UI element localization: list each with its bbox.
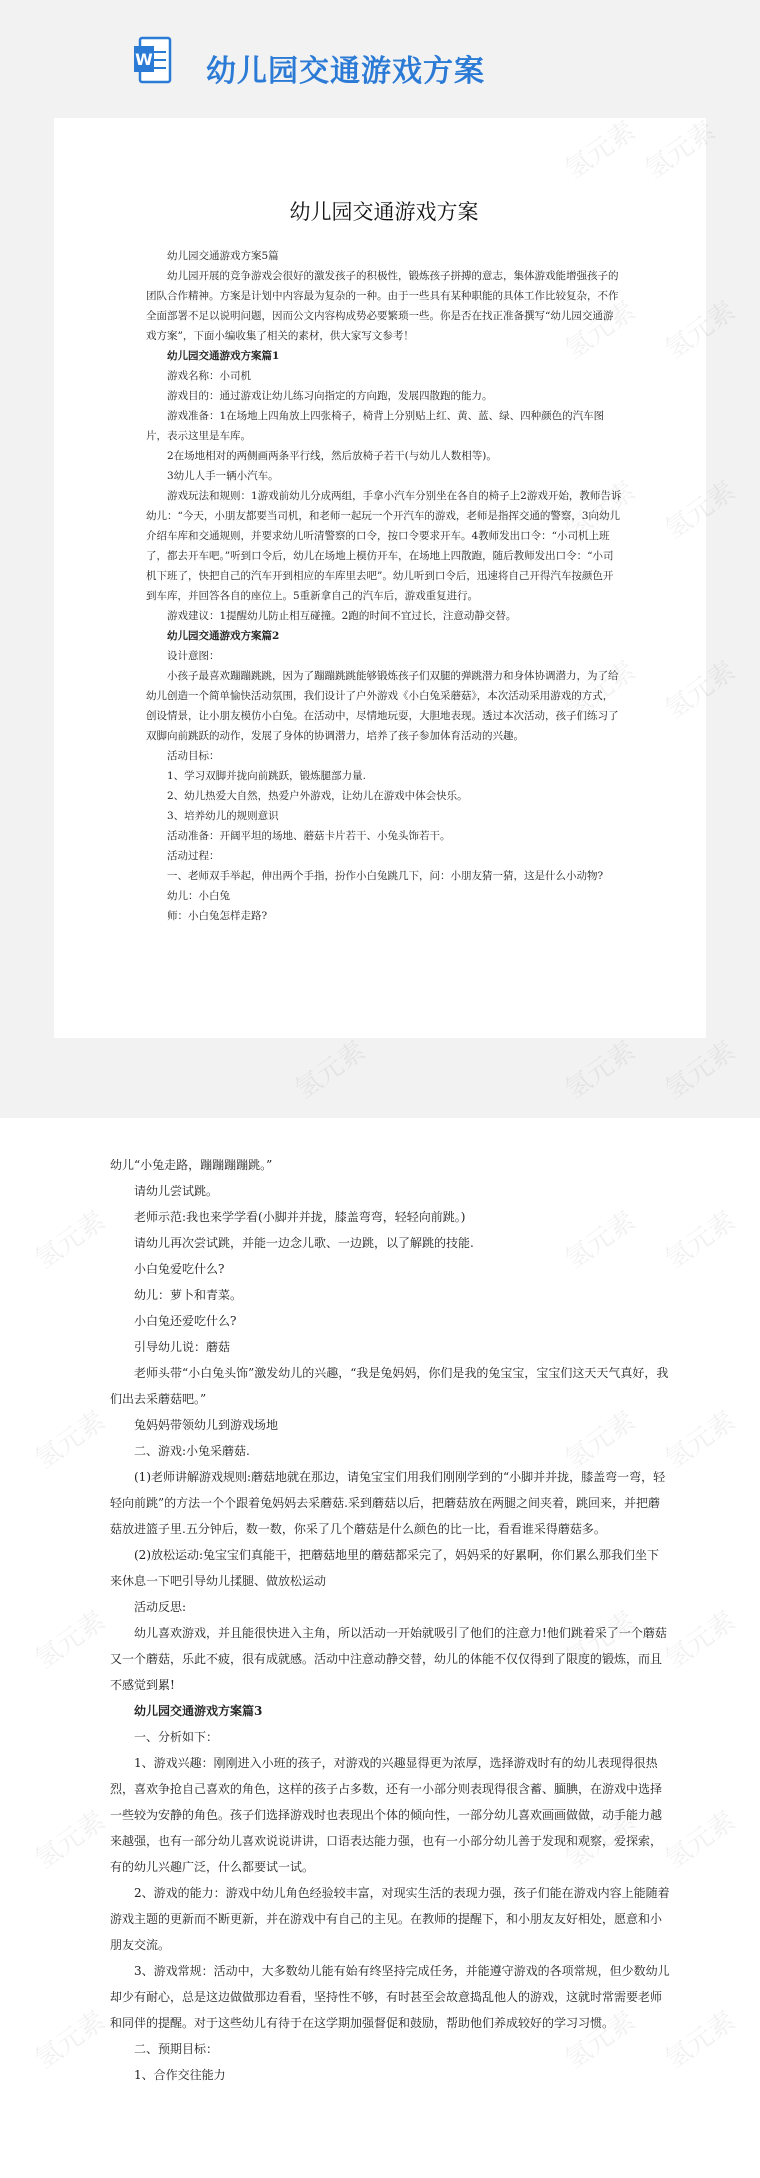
paragraph: 游戏准备：1在场地上四角放上四张椅子，椅背上分别贴上红、黄、蓝、绿、四种颜色的汽车图片，表示这里是车库。 [146, 410, 605, 442]
paragraph: 一、老师双手举起，伸出两个手指，扮作小白兔跳几下，问：小朋友猜一猜，这是什么小动物? [167, 870, 604, 882]
page-header [0, 0, 760, 118]
paragraph: 小白兔爱吃什么? [134, 1262, 225, 1276]
paragraph: 设计意图： [167, 650, 220, 662]
paragraph: 幼儿园开展的竞争游戏会很好的激发孩子的积极性，锻炼孩子拼搏的意志，集体游戏能增强孩子的团队合作精神。方案是计划中内容最为复杂的一种。由于一些具有某种职能的具体工作比较复杂，不作全面部署不足以说明问题，因而公文内容构成势必要繁琐一些。你是否在找正准备撰写“幼儿园交通游戏方案”，下面小编收集了相关的素材，供大家写文参考！ [146, 270, 619, 342]
paragraph: 幼儿：小白兔 [167, 890, 230, 902]
paragraph: 一、分析如下： [134, 1730, 219, 1744]
paragraph: 活动反思: [134, 1600, 187, 1614]
paragraph: 活动过程： [167, 850, 220, 862]
paragraph: 游戏建议：1提醒幼儿防止相互碰撞。2跑的时间不宜过长，注意动静交替。 [167, 610, 517, 622]
paragraph: 1、合作交往能力 [134, 2068, 226, 2082]
paragraph: 小孩子最喜欢蹦蹦跳跳，因为了蹦蹦跳跳能够锻炼孩子们双腿的弹跳潜力和身体协调潜力，为了给幼儿创造一个简单愉快活动氛围，我们设计了户外游戏《小白兔采蘑菇》，本次活动采用游戏的方式，创设情景，让小朋友模仿小白兔。在活动中，尽情地玩耍，大胆地表现。透过本次活动，孩子们练习了双脚向前跳跃的动作，发展了身体的协调潜力，培养了孩子参加体育活动的兴趣。 [146, 670, 619, 742]
page-gap [0, 1038, 760, 1118]
paragraph: 兔妈妈带领幼儿到游戏场地 [134, 1418, 279, 1432]
document-title: 幼儿园交通游戏方案 [289, 200, 479, 224]
page2-body [110, 1152, 670, 2088]
paragraph: 2在场地相对的两侧画两条平行线，然后放椅子若干(与幼儿人数相等)。 [167, 450, 497, 462]
paragraph: 幼儿园交通游戏方案5篇 [167, 250, 279, 262]
paragraph: 请幼儿尝试跳。 [134, 1184, 219, 1198]
paragraph: 幼儿园交通游戏方案篇1 [167, 350, 280, 362]
paragraph: 老师头带“小白兔头饰”激发幼儿的兴趣，“我是兔妈妈，你们是我的兔宝宝，宝宝们这天天气真好，我们出去采蘑菇吧。” [110, 1366, 669, 1406]
paragraph: 二、预期目标： [134, 2042, 219, 2056]
paragraph: 1、游戏兴趣：刚刚进入小班的孩子，对游戏的兴趣显得更为浓厚，选择游戏时有的幼儿表现得很热烈，喜欢争抢自己喜欢的角色，这样的孩子占多数，还有一小部分则表现得很含蓄、腼腆，在游戏中选择一些较为安静的角色。孩子们选择游戏时也表现出个体的倾向性，一部分幼儿喜欢画画做做，动手能力越来越强，也有一部分幼儿喜欢说说讲讲，口语表达能力强，也有一小部分幼儿善于发现和观察，爱探索，有的幼儿兴趣广泛，什么都要试一试。 [110, 1756, 663, 1874]
paragraph: 幼儿园交通游戏方案篇2 [167, 630, 280, 642]
document-page-1 [54, 118, 706, 1038]
paragraph: 幼儿园交通游戏方案篇3 [134, 1704, 263, 1718]
paragraph: (2)放松运动:兔宝宝们真能干，把蘑菇地里的蘑菇都采完了，妈妈采的好累啊，你们累么那我们坐下来休息一下吧引导幼儿揉腿、做放松运动 [110, 1548, 660, 1588]
paragraph: 2、游戏的能力：游戏中幼儿角色经验较丰富，对现实生活的表现力强，孩子们能在游戏内容上能随着游戏主题的更新而不断更新，并在游戏中有自己的主见。在教师的提醒下，和小朋友友好相处，愿意和小朋友交流。 [110, 1886, 670, 1952]
paragraph: 师：小白兔怎样走路? [167, 910, 268, 922]
paragraph: 游戏名称：小司机 [167, 370, 251, 382]
paragraph: 游戏目的：通过游戏让幼儿练习向指定的方向跑，发展四散跑的能力。 [167, 390, 493, 402]
paragraph: 活动准备：开阔平坦的场地、蘑菇卡片若干、小兔头饰若干。 [167, 830, 451, 842]
page1-body [146, 246, 622, 926]
paragraph: 小白兔还爱吃什么? [134, 1314, 237, 1328]
paragraph: 幼儿：萝卜和青菜。 [134, 1288, 243, 1302]
paragraph: 幼儿喜欢游戏，并且能很快进入主角，所以活动一开始就吸引了他们的注意力!他们跳着采了一个蘑菇又一个蘑菇，乐此不疲，很有成就感。活动中注意动静交替，幼儿的体能不仅仅得到了限度的锻炼，而且不感觉到累! [110, 1626, 667, 1692]
paragraph: 请幼儿再次尝试跳，并能一边念儿歌、一边跳，以了解跳的技能. [134, 1236, 474, 1250]
paragraph: 二、游戏:小兔采蘑菇. [134, 1444, 250, 1458]
paragraph: 3幼儿人手一辆小汽车。 [167, 470, 279, 482]
paragraph: 游戏玩法和规则：1游戏前幼儿分成两组，手拿小汽车分别坐在各自的椅子上2游戏开始，教师告诉幼儿：“今天，小朋友都要当司机，和老师一起玩一个开汽车的游戏，老师是指挥交通的警察，3向幼儿介绍车库和交通规则，并要求幼儿听清警察的口令，按口令要求开车。4教师发出口令：“小司机上班了，都去开车吧。”听到口令后，幼儿在场地上模仿开车，在场地上四散跑，随后教师发出口令：“小司机下班了，快把自己的汽车开到相应的车库里去吧”。幼儿听到口令后，迅速将自己开得汽车按颜色开到车库，并回答各自的座位上。5重新拿自己的汽车后，游戏重复进行。 [146, 490, 622, 602]
paragraph: (1)老师讲解游戏规则:蘑菇地就在那边，请兔宝宝们用我们刚刚学到的“小脚并并拢，膝盖弯一弯，轻轻向前跳”的方法一个个跟着兔妈妈去采蘑菇.采到蘑菇以后，把蘑菇放在两腿之间夹着，跳回来，并把蘑菇放进篮子里.五分钟后，数一数，你采了几个蘑菇是什么颜色的比一比，看看谁采得蘑菇多。 [110, 1470, 666, 1536]
document-page-2 [0, 1118, 760, 2178]
paragraph: 2、幼儿热爱大自然，热爱户外游戏，让幼儿在游戏中体会快乐。 [167, 790, 468, 802]
word-doc-icon [134, 36, 174, 84]
paragraph: 活动目标： [167, 750, 220, 762]
header-title: 幼儿园交通游戏方案 [206, 54, 485, 89]
paragraph: 3、游戏常规：活动中，大多数幼儿能有始有终坚持完成任务，并能遵守游戏的各项常规，但少数幼儿却少有耐心，总是这边做做那边看看，坚持性不够，有时甚至会故意捣乱他人的游戏，这就时常需要老师和同伴的提醒。对于这些幼儿有待于在这学期加强督促和鼓励，帮助他们养成较好的学习习惯。 [110, 1964, 670, 2030]
paragraph: 老师示范:我也来学学看(小脚并并拢，膝盖弯弯，轻轻向前跳。) [134, 1210, 466, 1224]
paragraph: 3、培养幼儿的规则意识 [167, 810, 279, 822]
paragraph: 引导幼儿说：蘑菇 [134, 1340, 231, 1354]
paragraph: 1、学习双脚并拢向前跳跃，锻炼腿部力量. [167, 770, 367, 782]
svg-text:W: W [135, 50, 153, 69]
paragraph: 幼儿“小兔走路，蹦蹦蹦蹦跳。” [110, 1158, 273, 1172]
